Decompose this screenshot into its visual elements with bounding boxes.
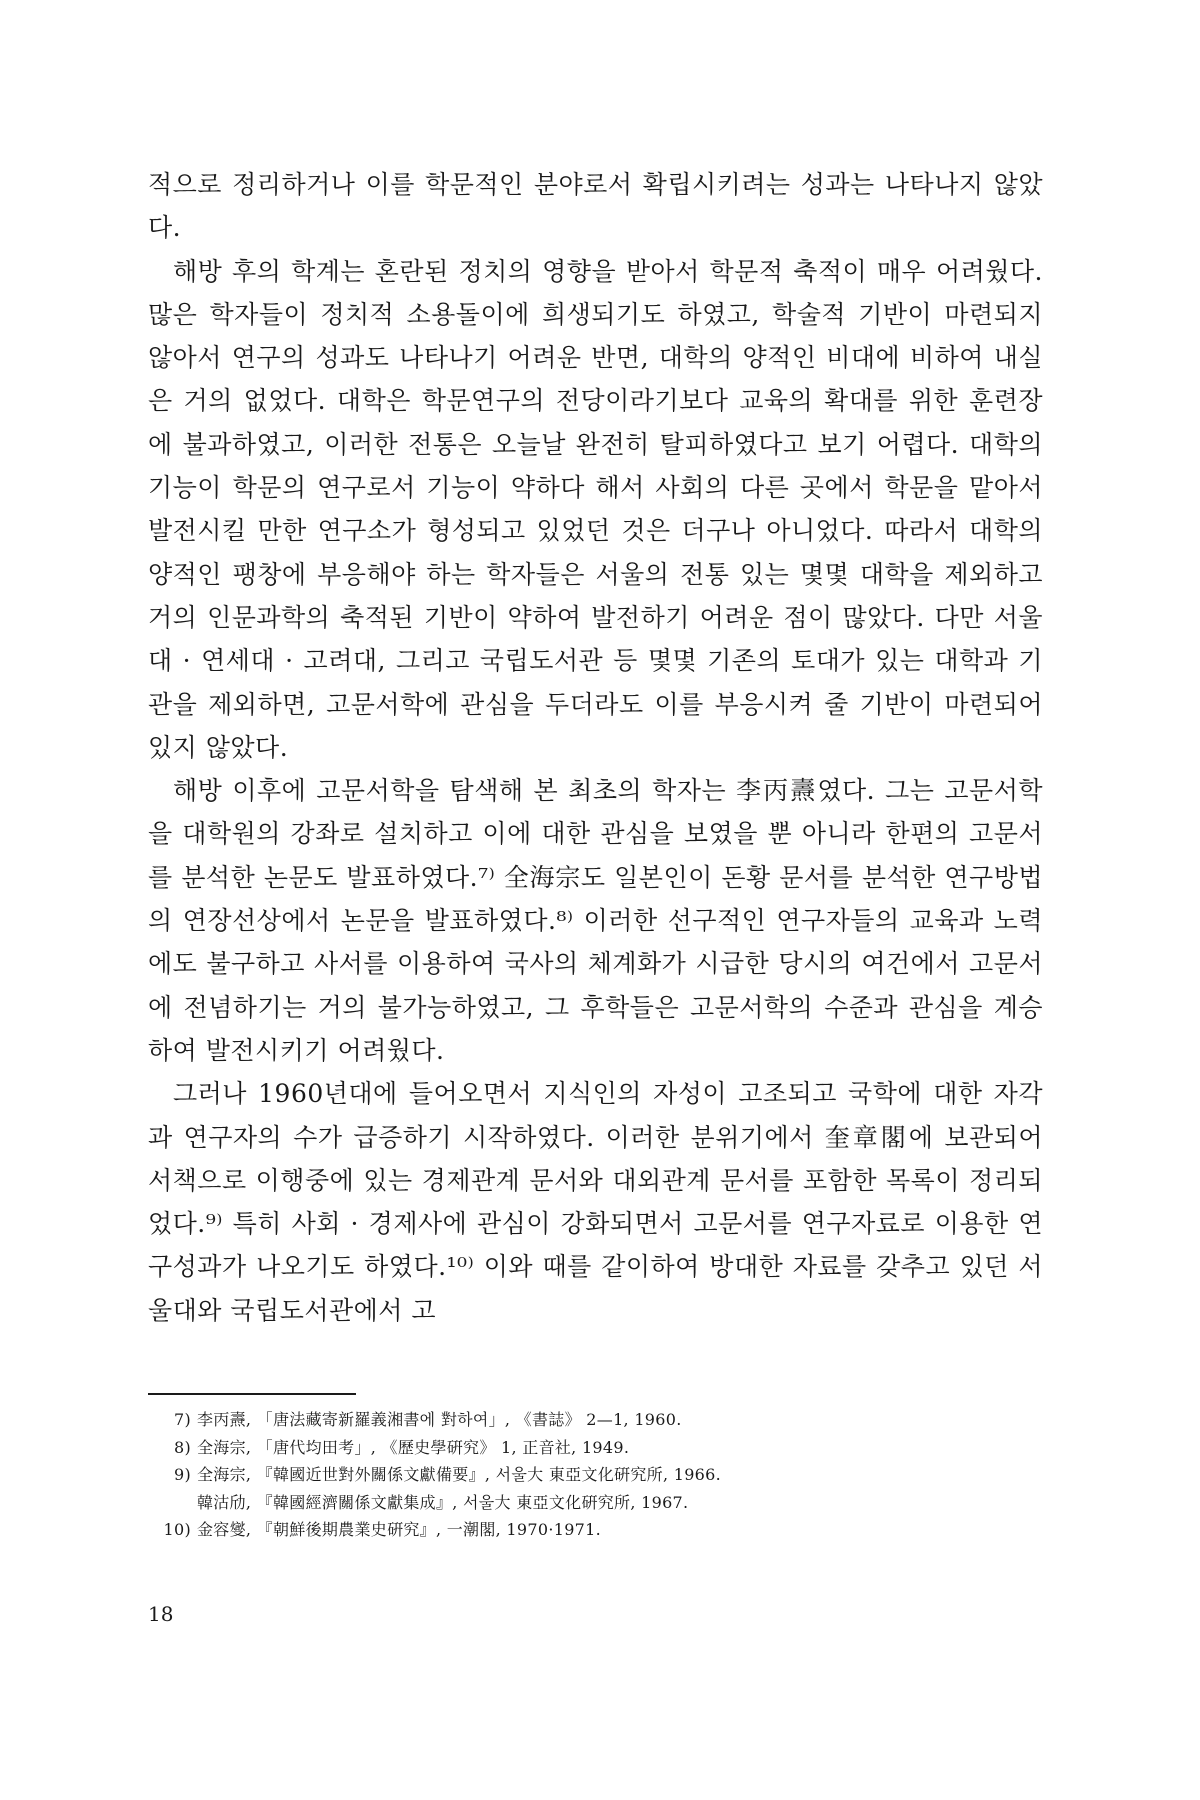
- footnote-7: [155, 1406, 1035, 1434]
- footnote-10: [155, 1516, 1035, 1544]
- footnote-number: 10): [163, 1520, 191, 1539]
- paragraph-1: 적으로 정리하거나 이를 학문적인 분야로서 확립시키려는 성과는 나타나지 않았다.: [148, 170, 1043, 243]
- footnote-divider: [148, 1393, 356, 1395]
- body-text: [148, 163, 1043, 1332]
- footnote-text: 全海宗, 『韓國近世對外關係文獻備要』, 서울大 東亞文化硏究所, 1966.: [197, 1465, 722, 1484]
- footnote-9-continued: [155, 1489, 1035, 1517]
- footnote-8: [155, 1434, 1035, 1462]
- footnote-number: 9): [173, 1465, 191, 1484]
- footnote-number: 8): [173, 1437, 191, 1457]
- footnote-text: 李丙燾, 「唐法藏寄新羅義湘書에 對하여」, 《書誌》 2—1, 1960.: [197, 1410, 682, 1429]
- paragraph-4: 그러나 1960년대에 들어오면서 지식인의 자성이 고조되고 국학에 대한 자각과 연구자의 수가 급증하기 시작하였다. 이러한 분위기에서 奎章閣에 보관되어 서책으로 이행중에 있는 경제관계 문서와 대외관계 문서를 포함한 목록이 정리되었다.⁹⁾ 특히 사회 · 경제사에 관심이 강화되면서 고문서를 연구자료로 이용한 연구성과가 나오기도 하였다.¹⁰⁾ 이와 때를 같이하여 방대한 자료를 갖추고 있던 서울대와 국립도서관에서 고: [148, 1079, 1043, 1325]
- page-number: 18: [148, 1602, 174, 1626]
- footnote-text: 金容燮, 『朝鮮後期農業史硏究』, 一潮閣, 1970·1971.: [197, 1520, 602, 1539]
- paragraph-2: 해방 후의 학계는 혼란된 정치의 영향을 받아서 학문적 축적이 매우 어려웠다. 많은 학자들이 정치적 소용돌이에 희생되기도 하였고, 학술적 기반이 마련되지 않아서 연구의 성과도 나타나기 어려운 반면, 대학의 양적인 비대에 비하여 내실은 거의 없었다. 대학은 학문연구의 전당이라기보다 교육의 확대를 위한 훈련장에 불과하였고, 이러한 전통은 오늘날 완전히 탈피하였다고 보기 어렵다. 대학의 기능이 학문의 연구로서 기능이 약하다 해서 사회의 다른 곳에서 학문을 맡아서 발전시킬 만한 연구소가 형성되고 있었던 것은 더구나 아니었다. 따라서 대학의 양적인 팽창에 부응해야 하는 학자들은 서울의 전통 있는 몇몇 대학을 제외하고 거의 인문과학의 축적된 기반이 약하여 발전하기 어려운 점이 많았다. 다만 서울대 · 연세대 · 고려대, 그리고 국립도서관 등 몇몇 기존의 토대가 있는 대학과 기관을 제외하면, 고문서학에 관심을 두더라도 이를 부응시켜 줄 기반이 마련되어 있지 않았다.: [148, 256, 1043, 762]
- footnote-number: 7): [173, 1410, 191, 1429]
- footnote-9: [155, 1461, 1035, 1489]
- footnote-text: 韓沽劤, 『韓國經濟關係文獻集成』, 서울大 東亞文化硏究所, 1967.: [197, 1492, 689, 1512]
- paragraph-3: 해방 이후에 고문서학을 탐색해 본 최초의 학자는 李丙燾였다. 그는 고문서학을 대학원의 강좌로 설치하고 이에 대한 관심을 보였을 뿐 아니라 한편의 고문서를 분석한 논문도 발표하였다.⁷⁾ 全海宗도 일본인이 돈황 문서를 분석한 연구방법의 연장선상에서 논문을 발표하였다.⁸⁾ 이러한 선구적인 연구자들의 교육과 노력에도 불구하고 사서를 이용하여 국사의 체계화가 시급한 당시의 여건에서 고문서에 전념하기는 거의 불가능하였고, 그 후학들은 고문서학의 수준과 관심을 계승하여 발전시키기 어려웠다.: [148, 776, 1043, 1065]
- footnotes: [155, 1406, 1035, 1544]
- footnote-text: 全海宗, 「唐代均田考」, 《歷史學硏究》 1, 正音社, 1949.: [197, 1437, 630, 1457]
